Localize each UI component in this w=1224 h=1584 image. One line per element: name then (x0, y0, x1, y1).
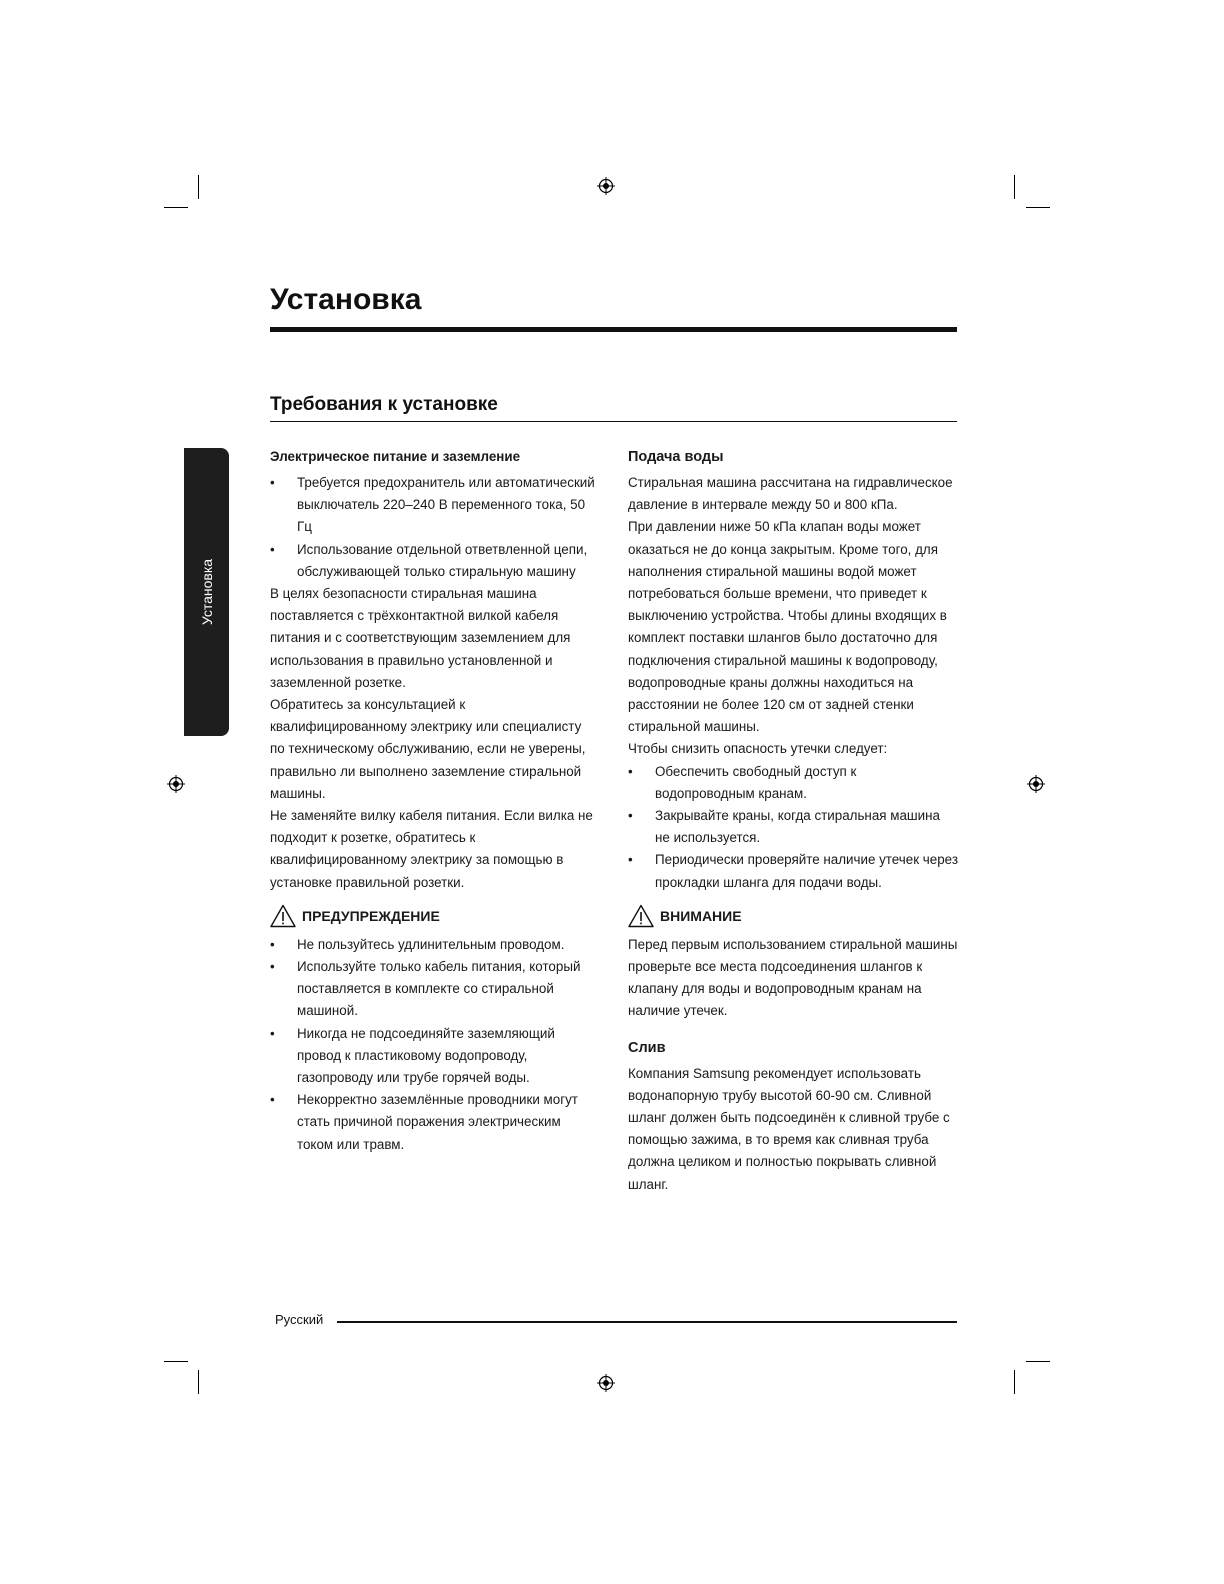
consult-paragraph: Обратитесь за консультацией к квалифицированному электрику или специалисту по техническому обслуживанию, если не уверены, правильно ли выполнено заземление стиральной машины. (270, 697, 586, 801)
crop-mark (1014, 1370, 1015, 1394)
right-column (628, 446, 958, 1196)
electric-heading: Электрическое питание и заземление (270, 449, 521, 464)
warning-title: ПРЕДУПРЕЖДЕНИЕ (302, 907, 440, 924)
warning-bullet-list (270, 934, 595, 1156)
warning-triangle-icon (270, 904, 296, 928)
water-heading: Подача воды (628, 449, 724, 465)
list-item: • Некорректно заземлённые проводники могут стать причиной поражения электрическим током или травм. (270, 1089, 595, 1156)
caution-heading (628, 902, 958, 930)
electric-bullet-list (270, 472, 595, 583)
crop-mark (198, 175, 199, 199)
list-item: • Закрывайте краны, когда стиральная машина не используется. (628, 805, 958, 849)
list-item: • Периодически проверяйте наличие утечек через прокладки шланга для подачи воды. (628, 849, 958, 893)
registration-mark-icon (167, 775, 185, 793)
footer-language: Русский (275, 1312, 324, 1327)
list-item: • Использование отдельной ответвленной цепи, обслуживающей только стиральную машину (270, 539, 595, 583)
footer-divider (337, 1321, 957, 1323)
registration-mark-icon (597, 1374, 615, 1392)
plug-paragraph: Не заменяйте вилку кабеля питания. Если вилка не подходит к розетке, обратитесь к квалифицированному электрику за помощью в установке правильной розетки. (270, 808, 593, 890)
crop-mark (198, 1370, 199, 1394)
warning-heading (270, 902, 595, 930)
list-item: • Никогда не подсоединяйте заземляющий провод к пластиковому водопроводу, газопроводу или трубе горячей воды. (270, 1023, 595, 1090)
crop-mark (1026, 1361, 1050, 1362)
safety-paragraph: В целях безопасности стиральная машина поставляется с трёхконтактной вилкой кабеля питания и с соответствующим заземлением для использования в правильно установленной и заземленной розетке. (270, 586, 571, 690)
pressure-paragraph: Стиральная машина рассчитана на гидравлическое давление в интервале между 50 и 800 кПа. (628, 475, 953, 513)
drain-paragraph: Компания Samsung рекомендует использовать водонапорную трубу высотой 60-90 см. Сливной шланг должен быть подсоединён к сливной трубе с помощью зажима, в то время как сливная труба должна целиком и полностью покрывать сливной шланг. (628, 1065, 950, 1192)
drain-heading: Слив (628, 1039, 666, 1056)
list-item: • Обеспечить свободный доступ к водопроводным кранам. (628, 761, 958, 805)
crop-mark (164, 207, 188, 208)
low-pressure-paragraph: При давлении ниже 50 кПа клапан воды может оказаться не до конца закрытым. Кроме того, для наполнения стиральной машины водой может потребоваться больше времени, что приведет к выключению устройства. Чтобы длины входящих в комплект поставки шлангов было достаточно для подключения стиральной машины к водопроводу, водопроводные краны должны находиться на расстоянии не более 120 см от задней стенки стиральной машины. (628, 519, 947, 735)
crop-mark (164, 1361, 188, 1362)
chapter-side-tab (184, 448, 229, 736)
section-title: Требования к установке (270, 394, 498, 415)
left-column (270, 446, 595, 1156)
registration-mark-icon (1027, 775, 1045, 793)
leak-bullet-list (628, 761, 958, 894)
registration-mark-icon (597, 177, 615, 195)
caution-triangle-icon (628, 904, 654, 928)
page-title: Установка (270, 283, 422, 316)
section-divider (270, 421, 957, 422)
list-item: • Не пользуйтесь удлинительным проводом. (270, 934, 595, 956)
list-item: • Требуется предохранитель или автоматический выключатель 220–240 В переменного тока, 50 Гц (270, 472, 595, 539)
crop-mark (1014, 175, 1015, 199)
crop-mark (1026, 207, 1050, 208)
leak-intro: Чтобы снизить опасность утечки следует: (628, 741, 888, 757)
chapter-side-tab-label: Установка (198, 558, 215, 626)
title-divider (270, 327, 957, 332)
caution-title: ВНИМАНИЕ (660, 907, 742, 924)
list-item: • Используйте только кабель питания, который поставляется в комплекте со стиральной машиной. (270, 956, 595, 1023)
caution-paragraph: Перед первым использованием стиральной машины проверьте все места подсоединения шлангов к клапану для воды и водопроводным кранам на наличие утечек. (628, 936, 958, 1019)
